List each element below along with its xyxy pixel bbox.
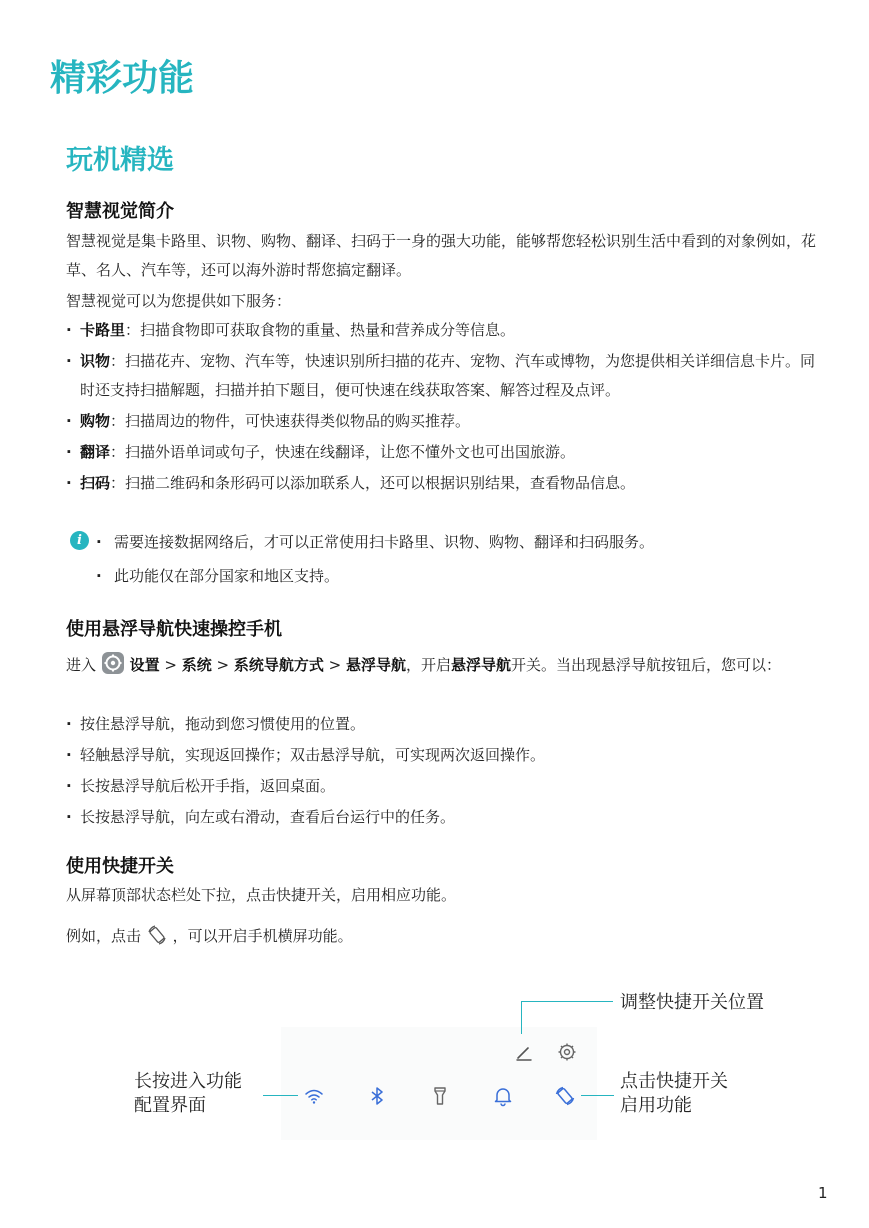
bell-icon[interactable] — [492, 1085, 514, 1107]
shortcut-heading: 使用快捷开关 — [66, 856, 174, 877]
leader-line — [581, 1095, 614, 1096]
services-intro: 智慧视觉可以为您提供如下服务： — [66, 292, 292, 310]
wifi-icon[interactable] — [303, 1085, 325, 1107]
float-nav-list — [66, 710, 826, 834]
list-item: · 长按悬浮导航，向左或右滑动，查看后台运行中的任务。 — [66, 803, 826, 832]
auto-rotate-icon — [146, 924, 168, 946]
info-icon: i — [70, 531, 89, 550]
list-item: · 轻触悬浮导航，实现返回操作；双击悬浮导航，可实现两次返回操作。 — [66, 741, 826, 770]
notes-list — [96, 528, 836, 596]
flashlight-icon[interactable] — [429, 1085, 451, 1107]
page-number: 1 — [818, 1184, 828, 1202]
quick-settings-panel — [281, 1027, 597, 1140]
list-item: · 卡路里：扫描食物即可获取食物的重量、热量和营养成分等信息。 — [66, 316, 826, 345]
float-nav-steps: 进入 设置 > 系统 > 系统导航方式 > 悬浮导航，开启悬浮导航开关。当出现悬浮导航按钮后，您可以： — [66, 651, 826, 680]
list-item: · 需要连接数据网络后，才可以正常使用扫卡路里、识物、购物、翻译和扫码服务。 — [96, 528, 836, 557]
list-item: · 长按悬浮导航后松开手指，返回桌面。 — [66, 772, 826, 801]
section-title: 玩机精选 — [66, 145, 174, 176]
settings-app-icon — [101, 651, 125, 675]
auto-rotate-icon[interactable] — [554, 1085, 576, 1107]
edit-icon[interactable] — [513, 1041, 535, 1063]
list-item: · 翻译：扫描外语单词或句子，快速在线翻译，让您不懂外文也可出国旅游。 — [66, 438, 826, 467]
list-item: · 按住悬浮导航，拖动到您习惯使用的位置。 — [66, 710, 826, 739]
shortcut-desc: 从屏幕顶部状态栏处下拉，点击快捷开关，启用相应功能。 — [66, 886, 457, 904]
gear-icon[interactable] — [556, 1041, 578, 1063]
leader-line — [521, 1001, 613, 1002]
callout-adjust-position: 调整快捷开关位置 — [620, 992, 764, 1013]
services-list — [66, 316, 826, 500]
shortcut-example: 例如，点击 ，可以开启手机横屏功能。 — [66, 922, 826, 951]
list-item: · 购物：扫描周边的物件，可快速获得类似物品的购买推荐。 — [66, 407, 826, 436]
list-item: · 识物：扫描花卉、宠物、汽车等，快速识别所扫描的花卉、宠物、汽车或博物，为您提供相关详细信息卡片。同时还支持扫描解题，扫描并拍下题目，便可快速在线获取答案、解答过程及点评。 — [66, 347, 826, 405]
smart-vision-intro: 智慧视觉是集卡路里、识物、购物、翻译、扫码于一身的强大功能，能够帮您轻松识别生活中看到的对象例如，花草、名人、汽车等，还可以海外游时帮您搞定翻译。 — [66, 232, 817, 279]
leader-line — [263, 1095, 298, 1096]
list-item: · 扫码：扫描二维码和条形码可以添加联系人，还可以根据识别结果，查看物品信息。 — [66, 469, 826, 498]
page-title: 精彩功能 — [50, 58, 195, 99]
callout-long-press: 长按进入功能 配置界面 — [134, 1071, 242, 1116]
float-nav-heading: 使用悬浮导航快速操控手机 — [66, 619, 282, 640]
list-item: · 此功能仅在部分国家和地区支持。 — [96, 562, 836, 591]
bluetooth-icon[interactable] — [366, 1085, 388, 1107]
callout-tap-switch: 点击快捷开关 启用功能 — [620, 1071, 728, 1116]
leader-line — [521, 1001, 522, 1034]
smart-vision-heading: 智慧视觉简介 — [66, 201, 174, 222]
